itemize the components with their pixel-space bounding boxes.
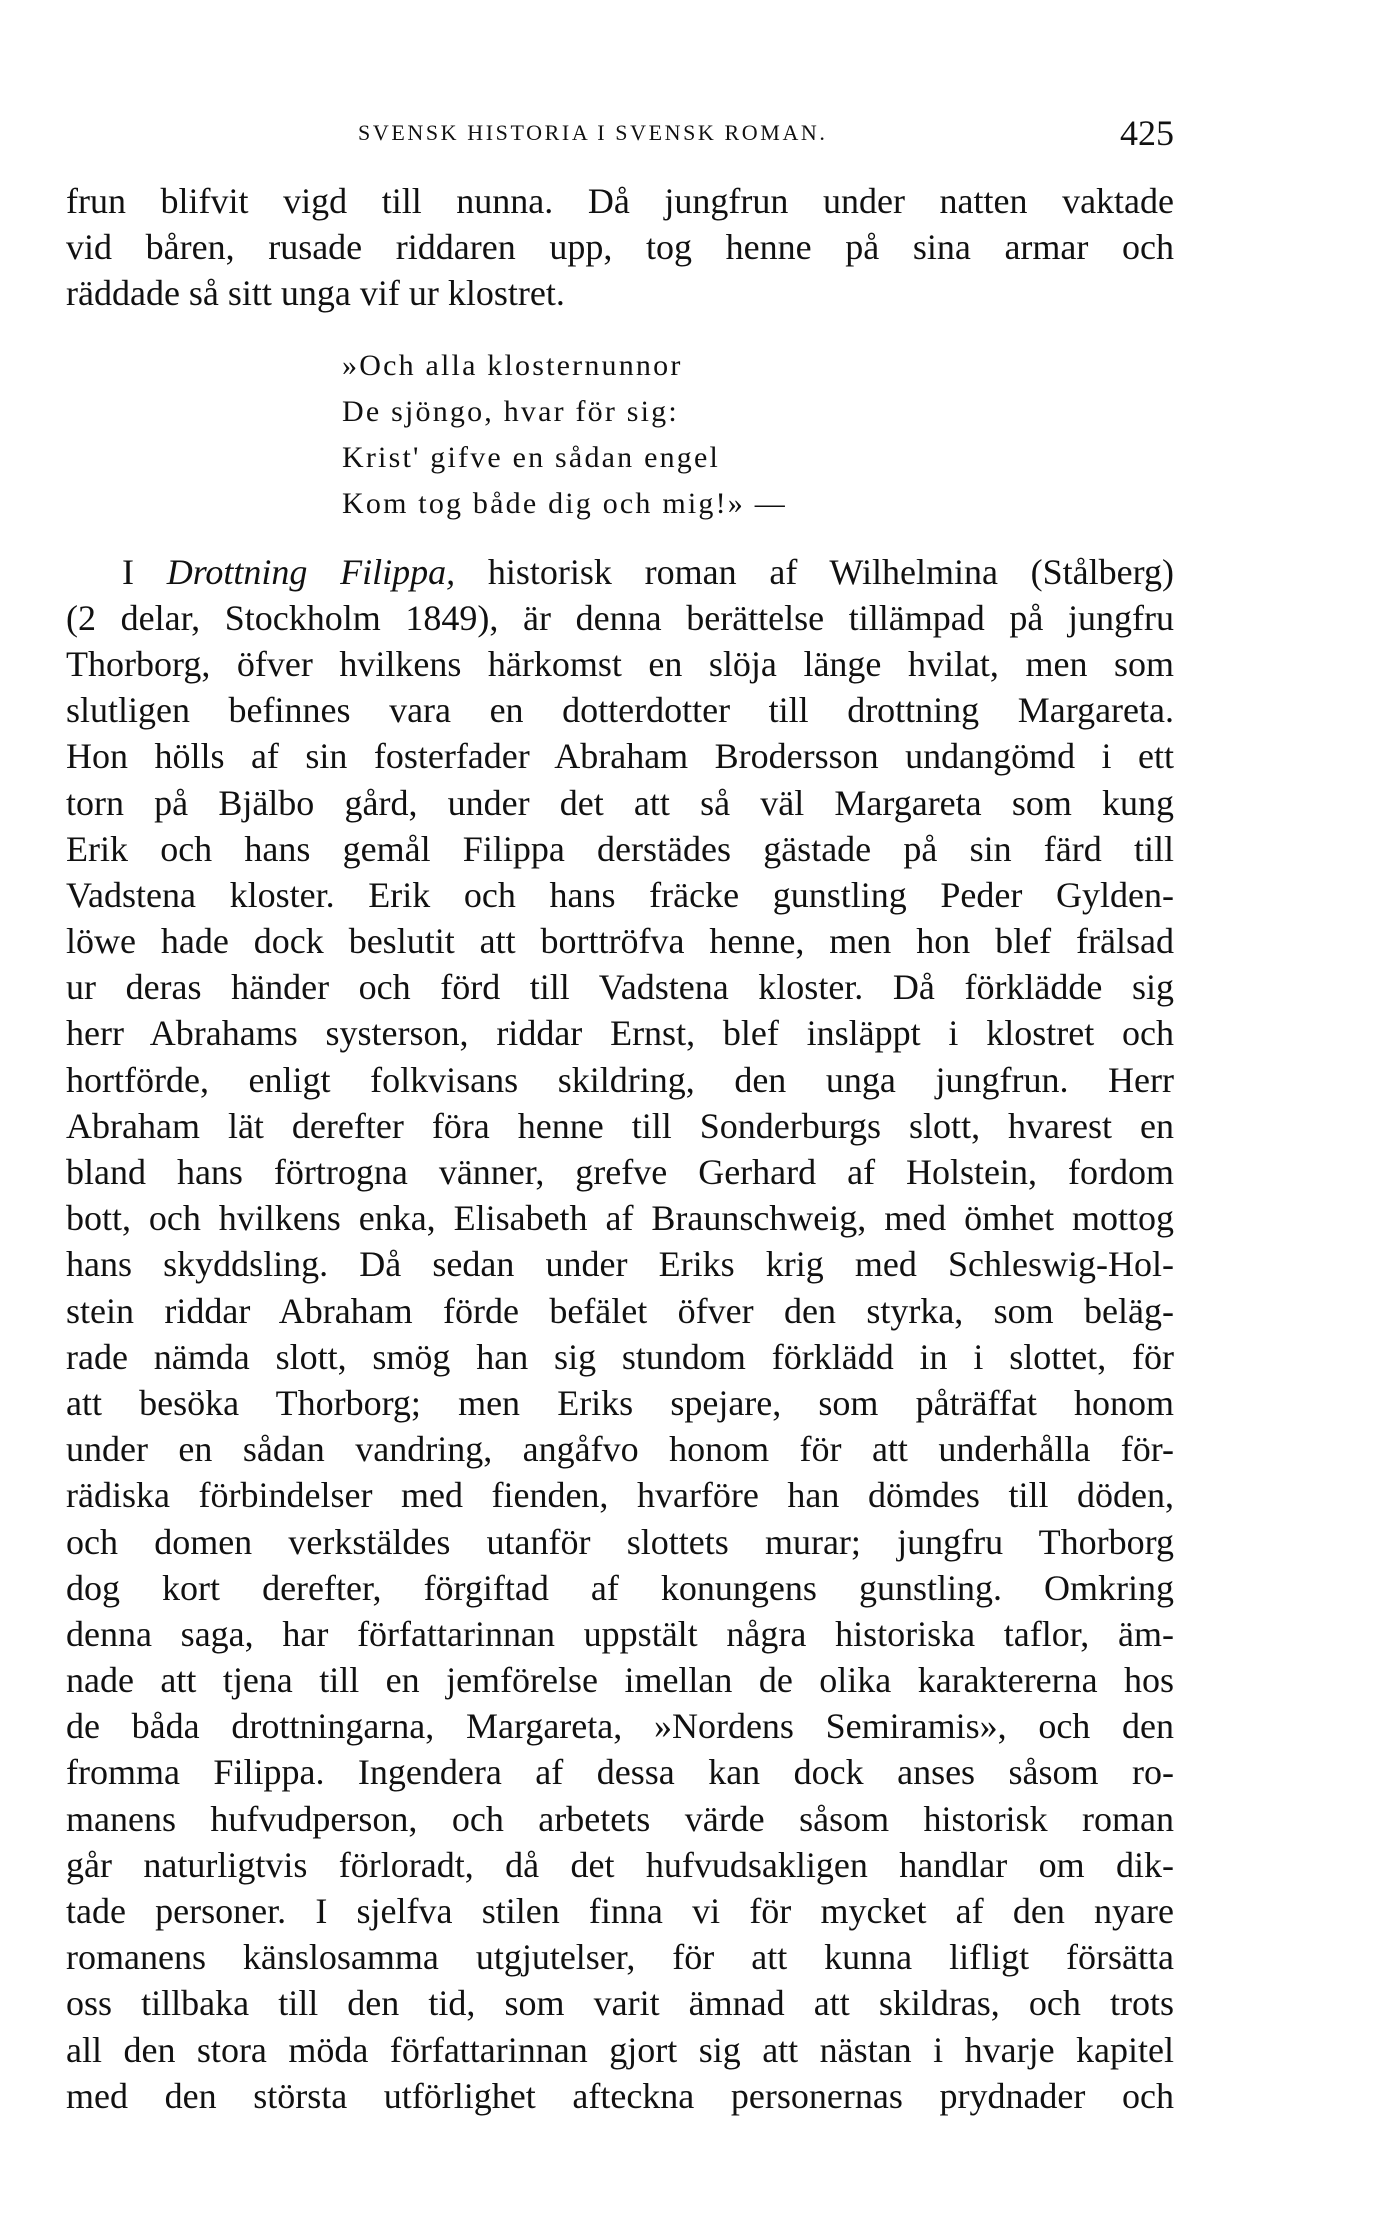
text-line: Hon hölls af sin fosterfader Abraham Brodersson undangömd i ett [66,736,1174,777]
verse-line: »Och alla klosternunnor [342,348,683,382]
text-line: rädiska förbindelser med fienden, hvarföre han dömdes till döden, [66,1475,1174,1516]
running-title: SVENSK HISTORIA I SVENSK ROMAN. [358,120,828,145]
verse-line: Krist' gifve en sådan engel [342,440,721,474]
text-line: frun blifvit vigd till nunna. Då jungfrun under natten vaktade [66,181,1174,221]
body-text [66,178,1174,2119]
text-line: manens hufvudperson, och arbetets värde såsom historisk roman [66,1798,1174,1839]
text-line: tade personer. I sjelfva stilen finna vi för mycket af den nyare [66,1891,1174,1931]
text-line: och domen verkstäldes utanför slottets murar; jungfru Thorborg [66,1521,1174,1562]
opening-paragraph [66,178,1174,317]
page-header [66,113,1174,158]
text-line: att besöka Thorborg; men Eriks spejare, som påträffat honom [66,1382,1174,1423]
text-line: herr Abrahams systerson, riddar Ernst, blef insläppt i klostret och [66,1013,1174,1054]
text-line: med den största utförlighet afteckna personernas prydnader och [66,2075,1174,2116]
text-line: slutligen befinnes vara en dotterdotter till drottning Margareta. [66,690,1174,731]
text-line [66,549,1174,595]
text-line: Erik och hans gemål Filippa derstädes gästade på sin färd till [66,828,1174,869]
text-line: hortförde, enligt folkvisans skildring, den unga jungfrun. Herr [66,1059,1174,1100]
page-number: 425 [1120,113,1174,153]
verse-quote [342,343,1174,527]
book-title: Drottning Filippa, [166,551,456,592]
text-line: hans skyddsling. Då sedan under Eriks krig med Schleswig-Hol- [66,1244,1174,1285]
text-line: bland hans förtrogna vänner, grefve Gerhard af Holstein, fordom [66,1152,1174,1192]
em-dash: — [754,486,785,520]
text-line: nade att tjena till en jemförelse imellan de olika karaktererna hos [66,1660,1174,1701]
text-line: bott, och hvilkens enka, Elisabeth af Braunschweig, med ömhet mottog [66,1198,1174,1239]
text-line: denna saga, har författarinnan uppstält några historiska taflor, äm- [66,1613,1174,1654]
text-line: räddade så sitt unga vif ur klostret. [66,273,565,314]
text-line: dog kort derefter, förgiftad af konungens gunstling. Omkring [66,1567,1174,1608]
text-line: torn på Bjälbo gård, under det att så väl Margareta som kung [66,782,1174,823]
line-rest: historisk roman af Wilhelmina (Stålberg) [455,551,1174,592]
text-line: går naturligtvis förloradt, då det hufvudsakligen handlar om dik- [66,1844,1174,1885]
text-line: löwe hade dock beslutit att borttröfva henne, men hon blef frälsad [66,921,1174,962]
text-line: vid båren, rusade riddaren upp, tog henne på sina armar och [66,227,1174,268]
text-line: romanens känslosamma utgjutelser, för att kunna lifligt försätta [66,1937,1174,1978]
text-line: Thorborg, öfver hvilkens härkomst en slöja länge hvilat, men som [66,643,1174,684]
text-line: fromma Filippa. Ingendera af dessa kan dock anses såsom ro- [66,1752,1174,1793]
text-line: rade nämda slott, smög han sig stundom förklädd in i slottet, för [66,1336,1174,1377]
verse-line-text: Kom tog både dig och mig!» [342,486,745,520]
text-line: Vadstena kloster. Erik och hans fräcke gunstling Peder Gylden- [66,874,1174,915]
text-line: (2 delar, Stockholm 1849), är denna berättelse tillämpad på jungfru [66,597,1174,638]
text-line: ur deras händer och förd till Vadstena kloster. Då förklädde sig [66,967,1174,1008]
text-line: all den stora möda författarinnan gjort sig att nästan i hvarje kapitel [66,2029,1174,2070]
text-line: stein riddar Abraham förde befälet öfver den styrka, som beläg- [66,1290,1174,1331]
verse-line [342,481,1174,527]
text-line: under en sådan vandring, angåfvo honom för att underhålla för- [66,1429,1174,1470]
main-paragraph [66,549,1174,2119]
verse-line: De sjöngo, hvar för sig: [342,394,679,428]
text-line: oss tillbaka till den tid, som varit ämnad att skildras, och trots [66,1983,1174,2024]
text-line: Abraham lät derefter föra henne till Sonderburgs slott, hvarest en [66,1105,1174,1146]
line-prefix: I [122,551,167,592]
text-line: de båda drottningarna, Margareta, »Nordens Semiramis», och den [66,1706,1174,1747]
